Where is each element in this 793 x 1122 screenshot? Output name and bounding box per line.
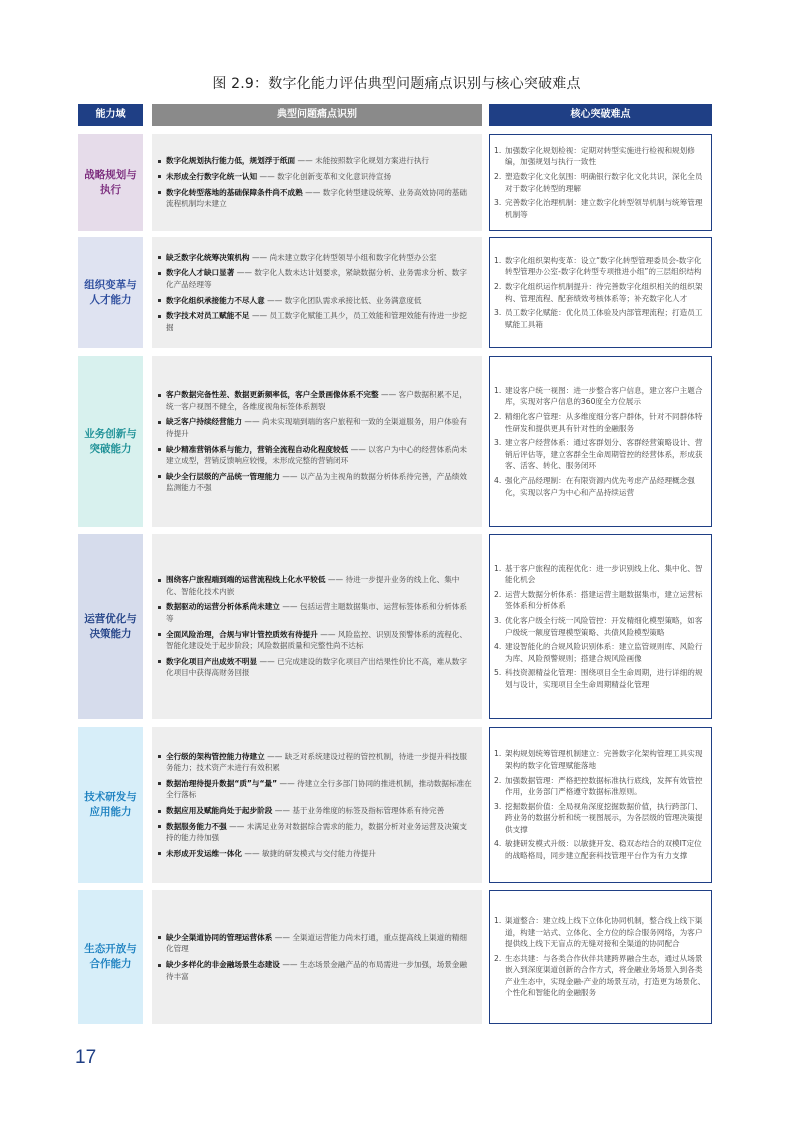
table-row-business-innovation: [0, 356, 793, 527]
table-row-technology: [0, 727, 793, 883]
pain-point-item: [157, 187, 474, 210]
pain-point-item: [157, 471, 474, 494]
pain-point-detail: —— 未能按照数字化规划方案进行执行: [295, 156, 430, 166]
pain-points-cell: [152, 237, 482, 348]
header-domain: 能力域: [78, 104, 143, 126]
header-pain-points: 典型问题痛点识别: [152, 104, 482, 126]
pain-points-cell: [152, 356, 482, 527]
core-difficulty-item: [494, 801, 706, 836]
pain-point-detail: —— 生态场景金融产品的布局需进一步加强，场景金融待丰富: [166, 960, 467, 981]
core-item-text: 员工数字化赋能：优化员工体验及内部管理流程；打造员工赋能工具箱: [505, 308, 703, 329]
pain-point-title: 缺少精准营销体系与能力，营销全流程自动化程度较低: [166, 444, 349, 454]
core-item-number: 2.: [494, 775, 502, 785]
pain-point-title: 数据驱动的运营分析体系尚未建立: [166, 602, 280, 612]
pain-point-title: 全行级的架构管控能力待建立: [166, 751, 265, 761]
core-difficulties-cell: [489, 356, 712, 527]
core-item-text: 强化产品经理制：在有限资源内优先考虑产品经理概念强化，实现以客户为中心和产品持续运营: [505, 475, 695, 497]
pain-point-detail: —— 尚未建立数字化转型领导小组和数字化转型办公室: [249, 252, 437, 262]
pain-point-item: [157, 252, 474, 264]
core-item-number: 1.: [494, 145, 502, 155]
table-row-ecosystem: [0, 890, 793, 1024]
core-item-number: 1.: [494, 563, 502, 573]
core-difficulties-cell: [489, 134, 712, 231]
core-difficulty-item: [494, 197, 706, 220]
pain-point-detail: —— 数字化转型建设统筹、业务高效协同的基础流程机制均未建立: [166, 187, 467, 209]
pain-point-detail: —— 以产品为主视角的数据分析体系待完善，产品绩效监测能力不强: [166, 471, 467, 493]
pain-point-title: 数据服务能力不强: [166, 821, 227, 831]
pain-point-item: [157, 932, 474, 955]
pain-points-cell: [152, 727, 482, 883]
pain-point-detail: —— 尚未实现端到端的客户旅程和一致的全渠道服务，用户体验有待提升: [166, 417, 467, 438]
core-item-text: 完善数字化治理机制：建立数字化转型领导机制与统筹管理机制等: [505, 198, 703, 219]
pain-point-title: 数字技术对员工赋能不足: [166, 311, 250, 321]
core-item-text: 建设智能化的合规风险识别体系：建立监管规则库、风险行为库、风险预警规则；搭建合规风险画像: [505, 642, 703, 663]
pain-point-title: 缺少全行层级的产品统一管理能力: [166, 471, 280, 481]
pain-point-detail: —— 待进一步提升业务的线上化、集中化、智能化技术内嵌: [166, 575, 460, 596]
core-difficulty-item: [494, 953, 706, 999]
pain-point-item: [157, 751, 474, 774]
core-item-number: 1.: [494, 385, 502, 395]
core-item-text: 优化客户级全行统一风险管控：开发精细化模型策略，如客户级统一额度管理模型策略、共债风险模型策略: [505, 615, 703, 637]
core-item-text: 渠道整合：建立线上线下立体化协同机制，整合线上线下渠道，构建一站式、立体化、全方位的综合服务网络，为客户提供线上线下无盲点的无缝对接和全渠道的协同配合: [505, 915, 703, 949]
pain-point-item: [157, 444, 474, 467]
pain-point-title: 客户数据完备性差、数据更新频率低，客户全景画像体系不完整: [166, 390, 379, 400]
pain-point-item: [157, 629, 474, 652]
core-item-number: 3.: [494, 438, 502, 448]
page-number: 17: [75, 1047, 97, 1068]
pain-point-item: [157, 155, 474, 167]
core-item-text: 精细化客户管理：从多维度细分客户群体，针对不同群体特性研发和提供更具有针对性的金融服务: [505, 412, 703, 433]
pain-point-item: [157, 848, 474, 860]
pain-point-detail: —— 数字化创新变革和文化意识待宣扬: [257, 171, 392, 181]
core-difficulty-item: [494, 563, 706, 586]
core-item-number: 1.: [494, 915, 502, 925]
pain-point-detail: —— 未满足业务对数据综合需求的能力，数据分析对业务运营及决策支持的能力待加强: [166, 821, 467, 843]
pain-point-detail: —— 客户数据积累不足，统一客户视图不健全，各维度视角标签体系割裂: [166, 390, 467, 411]
core-difficulties-cell: [489, 534, 712, 719]
table-row-organization: [0, 237, 793, 348]
core-difficulty-item: [494, 281, 706, 304]
core-item-number: 2.: [494, 953, 502, 963]
core-item-text: 数字化组织运作机制提升：待完善数字化组织相关的组织架构、管理流程、配套绩效考核体系等；补充数字化人才: [505, 281, 703, 303]
pain-points-cell: [152, 890, 482, 1024]
core-difficulty-item: [494, 171, 706, 194]
pain-point-item: [157, 805, 474, 817]
pain-point-title: 缺少多样化的非金融场景生态建设: [166, 960, 280, 969]
table-row-strategy: [0, 134, 793, 231]
core-difficulty-item: [494, 667, 706, 690]
core-item-text: 塑造数字化文化氛围：明确银行数字化文化共识，深化全员对于数字化转型的理解: [505, 171, 703, 193]
core-item-text: 加强数字化规划检视：定期对转型实施进行检视和规划修编，加强规划与执行一致性: [505, 145, 695, 167]
pain-point-title: 数字化组织承接能力不尽人意: [166, 295, 265, 305]
pain-point-item: [157, 959, 474, 982]
pain-points-cell: [152, 134, 482, 231]
core-item-number: 3.: [494, 615, 502, 625]
pain-point-item: [157, 171, 474, 183]
core-item-number: 2.: [494, 171, 502, 181]
core-difficulty-item: [494, 385, 706, 408]
pain-point-title: 未形成开发运维一体化: [166, 848, 242, 858]
pain-point-title: 缺乏客户持续经营能力: [166, 417, 242, 427]
core-difficulty-item: [494, 838, 706, 861]
core-item-number: 3.: [494, 198, 502, 208]
core-difficulties-cell: [489, 890, 712, 1024]
core-item-text: 运营大数据分析体系：搭建运营主题数据集市，建立运营标签体系和分析体系: [505, 589, 703, 611]
pain-point-detail: —— 已完成建设的数字化项目产出结果性价比不高，难从数字化项目中获得高财务回报: [166, 656, 467, 678]
pain-point-title: 数据应用及赋能尚处于起步阶段: [166, 806, 273, 815]
core-difficulty-item: [494, 748, 706, 771]
pain-point-title: 数字化规划执行能力低，规划浮于纸面: [166, 156, 296, 166]
core-item-text: 科技资源精益化管理：围绕项目全生命周期，进行详细的规划与设计，实现项目全生命周期精益化管理: [505, 668, 703, 689]
core-difficulty-item: [494, 915, 706, 950]
domain-cell: 运营优化与 决策能力: [78, 534, 143, 719]
pain-point-detail: —— 员工数字化赋能工具少，员工效能和管理效能有待进一步挖掘: [166, 311, 467, 332]
pain-point-title: 数据治理待提升数据“质”与“量”: [166, 778, 278, 788]
core-difficulty-item: [494, 411, 706, 434]
pain-point-detail: —— 全渠道运营能力尚未打通，重点提高线上渠道的精细化管理: [166, 932, 467, 954]
core-item-text: 基于客户旅程的流程优化：进一步识别线上化、集中化、智能化机会: [505, 563, 703, 585]
core-difficulty-item: [494, 589, 706, 612]
core-difficulty-item: [494, 307, 706, 330]
domain-cell: 技术研发与 应用能力: [78, 727, 143, 883]
domain-cell: 生态开放与 合作能力: [78, 890, 143, 1024]
core-item-text: 生态共建：与各类合作伙伴共建跨界融合生态，通过从场景嵌入到深度渠道创新的合作方式，将金融业务场景入到各类产业生态中，实现金融-产业的场景互动，打造更为场景化、个性化和智能化的金融服务: [505, 953, 706, 998]
pain-point-detail: —— 数字化人数未达计划要求，紧缺数据分析、业务需求分析、数字化产品经理等: [166, 268, 467, 289]
core-item-text: 挖掘数据价值：全局视角深度挖掘数据价值，执行跨部门、跨业务的数据分析和统一视图展示，为各层级的管理决策提供支撑: [505, 801, 703, 834]
core-item-number: 5.: [494, 668, 502, 678]
pain-point-item: [157, 310, 474, 333]
pain-point-item: [157, 295, 474, 307]
pain-point-title: 缺乏数字化统筹决策机构: [166, 252, 250, 262]
core-item-text: 加强数据管理：严格把控数据标准执行底线，发挥有效管控作用，业务部门严格遵守数据标准原则。: [505, 775, 703, 797]
core-item-text: 建设客户统一视图：进一步整合客户信息，建立客户主题合库，实现对客户信息的360度全方位展示: [505, 385, 703, 407]
domain-cell: 业务创新与 突破能力: [78, 356, 143, 527]
core-item-text: 建立客户经营体系：通过客群划分、客群经营策略设计、营销后评估等，建立客群全生命周期管控的经营体系，形成获客、活客、转化、服务闭环: [505, 438, 703, 471]
pain-point-title: 全面风险治理，合规与审计管控质效有待提升: [166, 629, 318, 639]
core-item-number: 3.: [494, 308, 502, 318]
pain-points-cell: [152, 534, 482, 719]
pain-point-detail: —— 包括运营主题数据集市、运营标签体系和分析体系等: [166, 602, 467, 623]
pain-point-item: [157, 821, 474, 844]
core-item-text: 敏捷研发模式升级：以敏捷开发、稳双态结合的双模IT定位的战略格局，同步建立配套科技管理平台作为有力支撑: [505, 839, 702, 861]
pain-point-title: 未形成全行数字化统一认知: [166, 171, 258, 181]
domain-cell: 组织变革与 人才能力: [78, 237, 143, 348]
core-item-number: 4.: [494, 642, 502, 652]
core-item-number: 4.: [494, 475, 502, 485]
pain-point-detail: —— 基于业务维度的标签及指标管理体系有待完善: [272, 806, 445, 815]
core-item-number: 3.: [494, 801, 502, 811]
pain-point-title: 缺少全渠道协同的管理运营体系: [166, 932, 273, 942]
core-difficulty-item: [494, 641, 706, 664]
core-item-number: 1.: [494, 749, 502, 759]
core-difficulty-item: [494, 437, 706, 472]
pain-point-item: [157, 389, 474, 412]
core-item-text: 数字化组织架构变革：设立“数字化转型管理委员会-数字化转型管理办公室-数字化转型专项推进小组”的三层组织结构: [505, 255, 702, 277]
pain-point-detail: —— 数字化团队需求承接比低、业务满意度低: [264, 295, 422, 305]
core-difficulty-item: [494, 615, 706, 638]
pain-point-detail: —— 待建立全行多部门协同的推进机制，推动数据标准在全行落标: [166, 778, 472, 800]
pain-point-detail: —— 风险监控、识别及预警体系的流程化、智能化建设处于起步阶段；风险数据质量和完整性尚不达标: [166, 629, 467, 651]
core-difficulty-item: [494, 475, 706, 498]
pain-point-item: [157, 656, 474, 679]
core-difficulties-cell: [489, 727, 712, 883]
figure-title: 图 2.9：数字化能力评估典型问题痛点识别与核心突破难点: [212, 76, 581, 92]
pain-point-title: 数字化人才缺口显著: [166, 268, 235, 278]
core-item-number: 4.: [494, 839, 502, 849]
pain-point-detail: —— 以客户为中心的经营体系尚未建立成型，营销反馈响应较慢，未形成完整的营销闭环: [166, 444, 467, 466]
pain-point-item: [157, 778, 474, 801]
pain-point-detail: —— 敏捷的研发模式与交付能力待提升: [241, 848, 376, 858]
core-difficulty-item: [494, 775, 706, 798]
pain-point-item: [157, 267, 474, 290]
pain-point-detail: —— 缺乏对系统建设过程的管控机制，待进一步提升科技服务能力；技术资产未进行有效积累: [166, 751, 467, 773]
core-difficulty-item: [494, 255, 706, 278]
pain-point-item: [157, 574, 474, 597]
core-difficulties-cell: [489, 237, 712, 348]
core-difficulty-item: [494, 145, 706, 168]
core-item-number: 1.: [494, 255, 502, 265]
pain-point-item: [157, 601, 474, 624]
core-item-number: 2.: [494, 589, 502, 599]
pain-point-title: 数字化项目产出成效不明显: [166, 656, 258, 666]
core-item-number: 2.: [494, 412, 502, 422]
core-item-number: 2.: [494, 281, 502, 291]
table-row-operations: [0, 534, 793, 719]
pain-point-title: 数字化转型落地的基础保障条件尚不成熟: [166, 187, 303, 197]
core-item-text: 架构规划统筹管理机制建立：完善数字化架构管理工具实现架构的数字化管理赋能落地: [505, 749, 703, 770]
pain-point-item: [157, 416, 474, 439]
header-core-difficulties: 核心突破难点: [489, 104, 712, 126]
domain-cell: 战略规划与 执行: [78, 134, 143, 231]
pain-point-title: 围绕客户旅程端到端的运营流程线上化水平较低: [166, 575, 326, 585]
